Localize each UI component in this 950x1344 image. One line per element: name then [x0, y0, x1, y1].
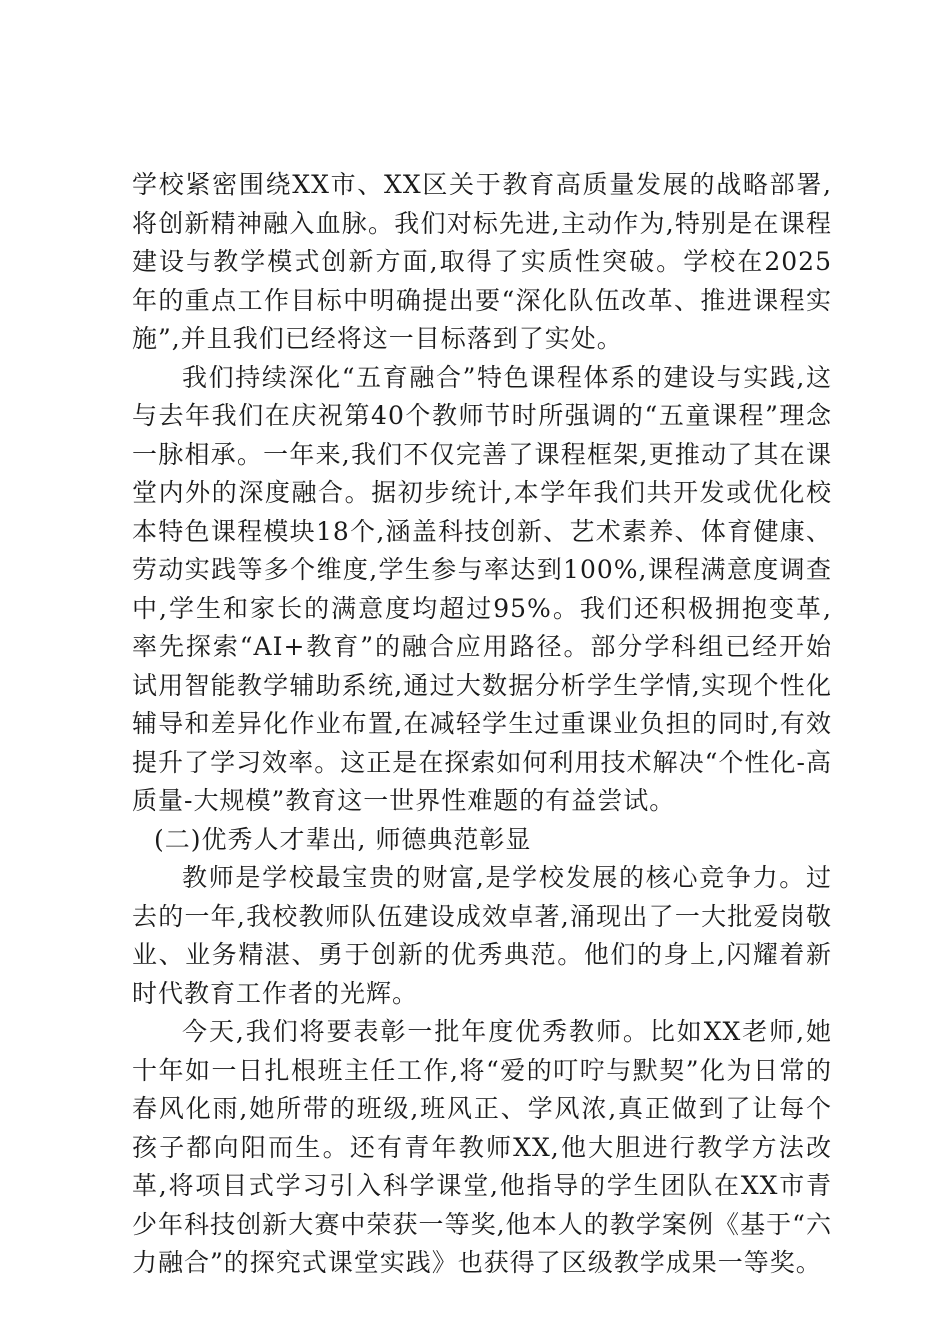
- paragraph-curriculum: 我们持续深化“五育融合”特色课程体系的建设与实践,这与去年我们在庆祝第40个教师节时所强调的“五童课程”理念一脉相承。一年来,我们不仅完善了课程框架,更推动了其在课堂内外的深度融合。据初步统计,本学年我们共开发或优化校本特色课程模块18个,涵盖科技创新、艺术素养、体育健康、劳动实践等多个维度,学生参与率达到100%,课程满意度调查中,学生和家长的满意度均超过95%。我们还积极拥抱变革,率先探索“AI+教育”的融合应用路径。部分学科组已经开始试用智能教学辅助系统,通过大数据分析学生学情,实现个性化辅导和差异化作业布置,在减轻学生过重课业负担的同时,有效提升了学习效率。这正是在探索如何利用技术解决“个性化-高质量-大规模”教育这一世界性难题的有益尝试。: [132, 362, 832, 815]
- document-body: [132, 166, 832, 1283]
- paragraph-teachers: 教师是学校最宝贵的财富,是学校发展的核心竞争力。过去的一年,我校教师队伍建设成效卓著,涌现出了一大批爱岗敬业、业务精湛、勇于创新的优秀典范。他们的身上,闪耀着新时代教育工作者的光辉。: [132, 863, 832, 1008]
- section-heading: (二)优秀人才辈出, 师德典范彰显: [154, 824, 532, 854]
- paragraph-strategy: 学校紧密围绕XX市、XX区关于教育高质量发展的战略部署,将创新精神融入血脉。我们对标先进,主动作为,特别是在课程建设与教学模式创新方面,取得了实质性突破。学校在2025年的重点工作目标中明确提出要“深化队伍改革、推进课程实施”,并且我们已经将这一目标落到了实处。: [132, 170, 832, 353]
- paragraph-awards: 今天,我们将要表彰一批年度优秀教师。比如XX老师,她十年如一日扎根班主任工作,将“爱的叮咛与默契”化为日常的春风化雨,她所带的班级,班风正、学风浓,真正做到了让每个孩子都向阳而生。还有青年教师XX,他大胆进行教学方法改革,将项目式学习引入科学课堂,他指导的学生团队在XX市青少年科技创新大赛中荣获一等奖,他本人的教学案例《基于“六力融合”的探究式课堂实践》也获得了区级教学成果一等奖。: [132, 1017, 832, 1277]
